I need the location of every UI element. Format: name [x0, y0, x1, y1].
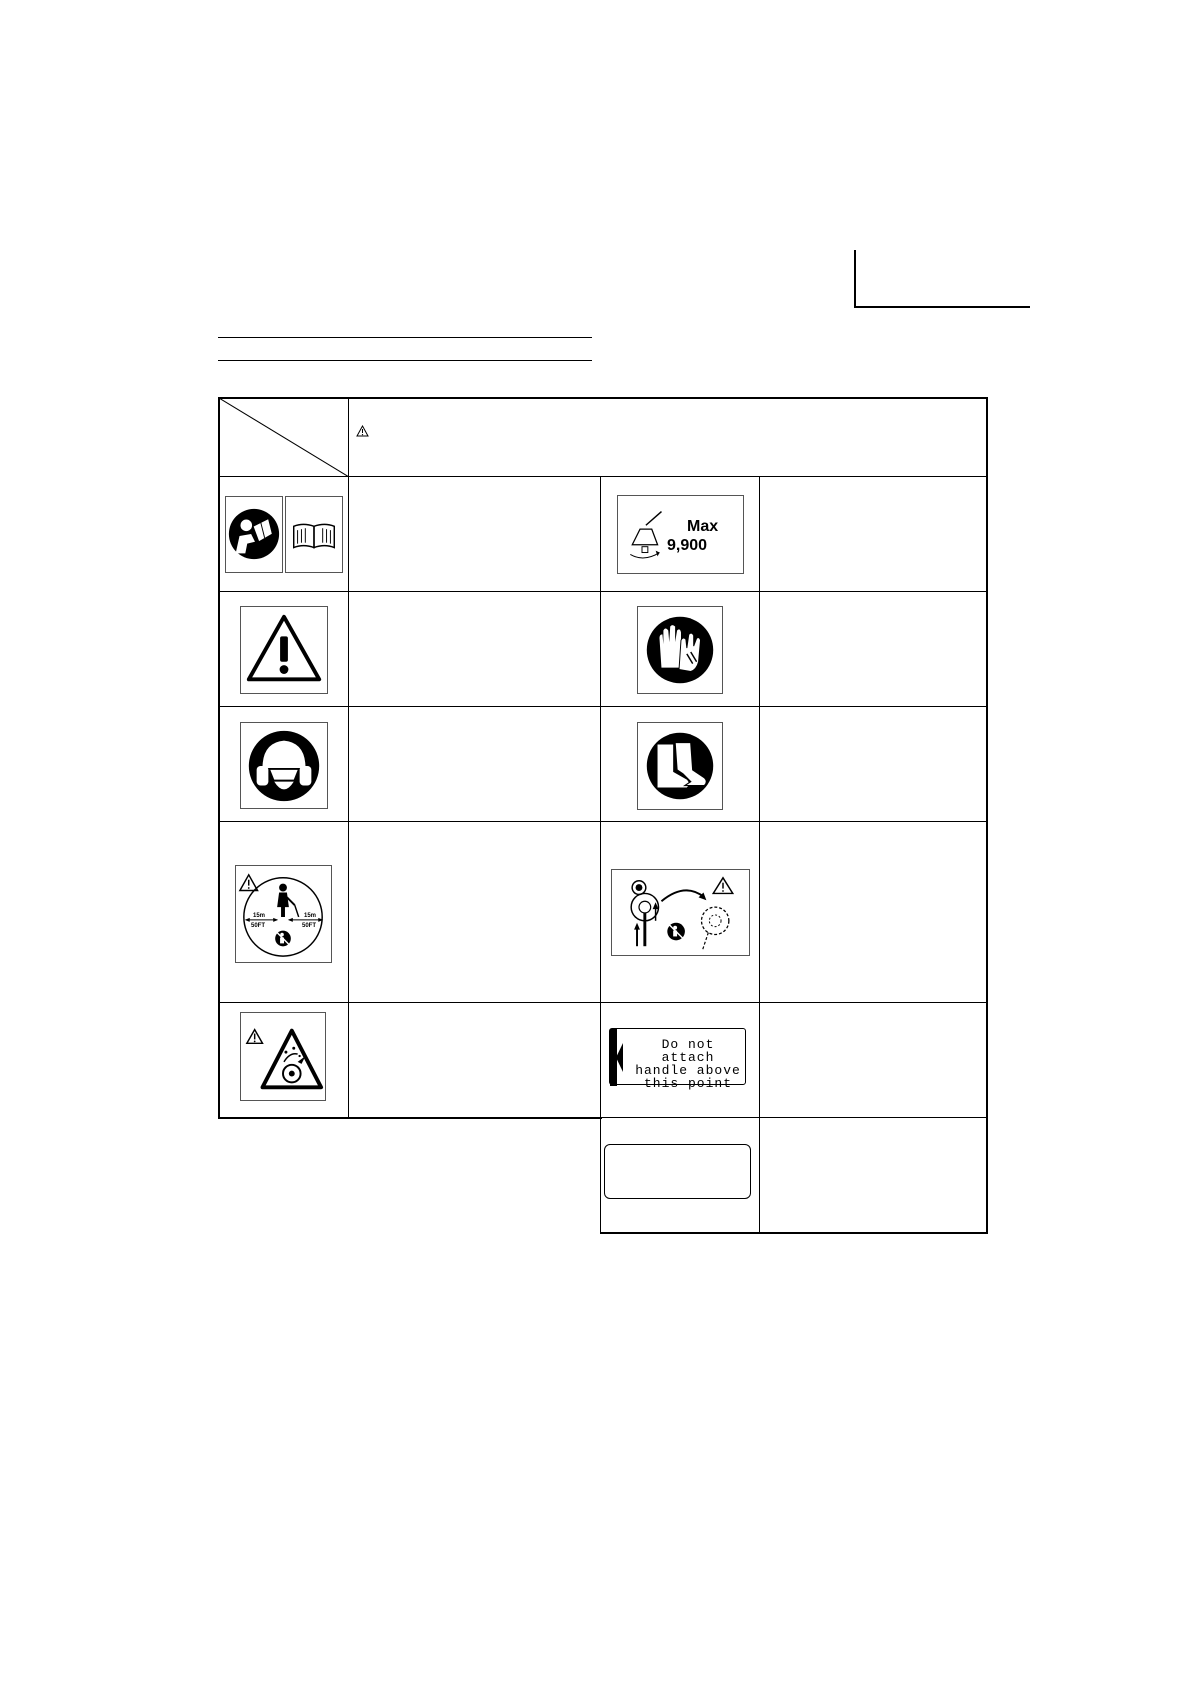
row-divider-3: [218, 821, 987, 822]
read-manual-icon: [225, 496, 283, 573]
corner-mark-horizontal: [854, 306, 1030, 308]
handle-label-line-1: Do not attach: [661, 1037, 715, 1065]
wear-safety-boots-icon: [637, 722, 723, 810]
table-bottom-border: [600, 1232, 988, 1234]
open-book-icon: [285, 496, 343, 573]
table-right-border: [986, 397, 988, 1234]
handle-label-line-3: this point: [643, 1076, 732, 1091]
warning-triangle-icon: [240, 606, 328, 694]
wear-gloves-icon: [637, 606, 723, 694]
col-divider-2: [600, 476, 601, 1233]
row-divider-4: [218, 1002, 987, 1003]
handle-label-line-2: handle above: [635, 1063, 741, 1078]
table-left-bottom-border: [218, 1117, 602, 1119]
header-diagonal: [219, 398, 349, 477]
distance-left-top: 15m: [253, 913, 266, 919]
col-divider-1: [348, 397, 349, 1118]
header-rule-2: [218, 360, 592, 361]
flying-objects-warning-icon: [240, 1012, 326, 1101]
blade-kickback-icon: [611, 869, 750, 956]
row-divider-2: [218, 706, 987, 707]
row-divider-5: [600, 1117, 987, 1118]
header-rule-1: [218, 337, 592, 338]
header-warning-icon: [356, 425, 369, 437]
rpm-max-label: Max: [687, 518, 719, 535]
handle-label-text: [632, 1038, 744, 1090]
rpm-limit-icon: [617, 495, 744, 574]
wear-head-eye-ear-protection-icon: [240, 722, 328, 809]
rpm-max-value: 9,900: [667, 537, 708, 554]
corner-mark-vertical: [854, 250, 856, 308]
safety-distance-icon: [235, 865, 332, 963]
handle-position-icon: [609, 1028, 746, 1091]
col-divider-3: [759, 476, 760, 1233]
row-divider-1: [218, 591, 987, 592]
distance-left-bottom: 50FT: [251, 923, 266, 929]
distance-right-top: 15m: [304, 913, 317, 919]
blank-label-icon: [604, 1144, 751, 1199]
table-left-border: [218, 397, 220, 1119]
distance-right-bottom: 50FT: [302, 923, 317, 929]
